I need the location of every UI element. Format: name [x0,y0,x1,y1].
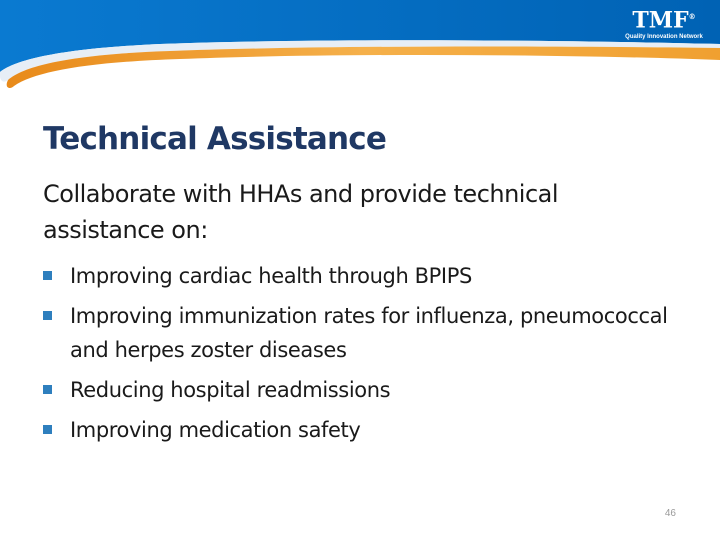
bullet-text: Improving cardiac health through BPIPS [70,264,472,288]
page-number: 46 [664,508,676,519]
square-bullet-icon [43,271,52,280]
intro-text: Collaborate with HHAs and provide technical assistance on: [43,180,559,244]
bullet-item [43,373,683,407]
header-banner [0,0,720,110]
bullet-text: Improving medication safety [70,418,361,442]
bullet-item [43,413,683,447]
square-bullet-icon [43,311,52,320]
bullet-item [43,259,683,293]
logo-tagline: Quality Innovation Network [625,34,703,41]
header-swoosh-graphic [0,0,720,110]
bullet-item [43,299,683,367]
slide-title: Technical Assistance [43,121,387,157]
bullet-text: Improving immunization rates for influenza, pneumococcal and herpes zoster diseases [70,304,668,362]
bullet-text: Reducing hospital readmissions [70,378,391,402]
square-bullet-icon [43,385,52,394]
square-bullet-icon [43,425,52,434]
logo-mark-text: TMF [632,7,689,34]
logo-registered-mark: ® [688,12,696,21]
tmf-logo [616,4,712,41]
bullet-list [43,259,683,453]
